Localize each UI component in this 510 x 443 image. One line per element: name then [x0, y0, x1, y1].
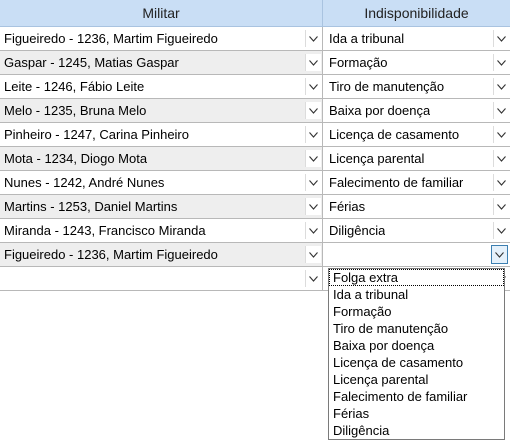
- indisponibilidade-cell[interactable]: [323, 75, 510, 98]
- indisponibilidade-value: Baixa por doença: [329, 103, 431, 118]
- dropdown-option[interactable]: Folga extra: [329, 269, 504, 286]
- table-row[interactable]: [0, 51, 510, 75]
- militar-cell[interactable]: [0, 123, 323, 146]
- grid-body: [0, 27, 510, 291]
- indisponibilidade-cell[interactable]: [323, 123, 510, 146]
- indisponibilidade-cell[interactable]: [323, 99, 510, 122]
- militar-cell[interactable]: [0, 195, 323, 218]
- indisponibilidade-value: Férias: [329, 199, 366, 214]
- chevron-down-icon[interactable]: [305, 246, 321, 263]
- indisponibilidade-cell[interactable]: [323, 51, 510, 74]
- militar-cell[interactable]: [0, 147, 323, 170]
- table-row[interactable]: [0, 123, 510, 147]
- column-header-indisponibilidade[interactable]: Indisponibilidade: [364, 5, 469, 21]
- dropdown-option[interactable]: Diligência: [333, 423, 390, 438]
- chevron-down-icon[interactable]: [305, 30, 321, 47]
- militar-cell[interactable]: [0, 51, 323, 74]
- chevron-down-icon[interactable]: [305, 270, 321, 287]
- chevron-down-icon[interactable]: [493, 198, 509, 215]
- chevron-down-icon[interactable]: [493, 102, 509, 119]
- indisponibilidade-value: Diligência: [329, 223, 386, 238]
- militar-value: Gaspar - 1245, Matias Gaspar: [4, 55, 179, 70]
- indisponibilidade-value: Falecimento de familiar: [329, 175, 464, 190]
- militar-value: Melo - 1235, Bruna Melo: [4, 103, 147, 118]
- chevron-down-icon[interactable]: [305, 222, 321, 239]
- dropdown-option[interactable]: Falecimento de familiar: [333, 389, 468, 404]
- dropdown-option[interactable]: Licença de casamento: [333, 355, 464, 370]
- militar-cell[interactable]: [0, 243, 323, 266]
- indisponibilidade-cell[interactable]: [323, 171, 510, 194]
- chevron-down-icon[interactable]: [491, 245, 508, 264]
- chevron-down-icon[interactable]: [493, 222, 509, 239]
- dropdown-option[interactable]: Férias: [333, 406, 370, 421]
- militar-cell[interactable]: [0, 75, 323, 98]
- indisponibilidade-value: Formação: [329, 55, 388, 70]
- table-row[interactable]: [0, 243, 510, 267]
- militar-cell[interactable]: [0, 267, 323, 290]
- militar-cell[interactable]: [0, 171, 323, 194]
- militar-value: Pinheiro - 1247, Carina Pinheiro: [4, 127, 189, 142]
- dropdown-option[interactable]: Licença parental: [333, 372, 429, 387]
- militar-value: Mota - 1234, Diogo Mota: [4, 151, 148, 166]
- indisponibilidade-value: Tiro de manutenção: [329, 79, 445, 94]
- chevron-down-icon[interactable]: [493, 150, 509, 167]
- chevron-down-icon[interactable]: [493, 126, 509, 143]
- chevron-down-icon[interactable]: [305, 174, 321, 191]
- militar-cell[interactable]: [0, 219, 323, 242]
- chevron-down-icon[interactable]: [305, 78, 321, 95]
- chevron-down-icon[interactable]: [493, 174, 509, 191]
- militar-value: Nunes - 1242, André Nunes: [4, 175, 165, 190]
- chevron-down-icon[interactable]: [305, 102, 321, 119]
- militar-cell[interactable]: [0, 99, 323, 122]
- indisponibilidade-cell[interactable]: [323, 27, 510, 50]
- chevron-down-icon[interactable]: [493, 54, 509, 71]
- table-row[interactable]: [0, 27, 510, 51]
- dropdown-option[interactable]: Formação: [333, 304, 392, 319]
- chevron-down-icon[interactable]: [305, 54, 321, 71]
- indisponibilidade-value: Ida a tribunal: [329, 31, 405, 46]
- grid-header: [0, 0, 510, 27]
- militar-value: Leite - 1246, Fábio Leite: [4, 79, 145, 94]
- table-row[interactable]: [0, 219, 510, 243]
- table-row[interactable]: [0, 147, 510, 171]
- table-row[interactable]: [0, 171, 510, 195]
- militar-value: Martins - 1253, Daniel Martins: [4, 199, 178, 214]
- table-row[interactable]: [0, 75, 510, 99]
- indisponibilidade-value: Licença parental: [329, 151, 425, 166]
- dropdown-option[interactable]: Ida a tribunal: [333, 287, 409, 302]
- chevron-down-icon[interactable]: [305, 126, 321, 143]
- militar-value: Figueiredo - 1236, Martim Figueiredo: [4, 31, 218, 46]
- indisponibilidade-cell[interactable]: [323, 243, 510, 266]
- dropdown-option[interactable]: Baixa por doença: [333, 338, 435, 353]
- militar-value: Figueiredo - 1236, Martim Figueiredo: [4, 247, 218, 262]
- column-header-militar[interactable]: Militar: [0, 0, 323, 26]
- table-row[interactable]: [0, 195, 510, 219]
- indisponibilidade-value: Licença de casamento: [329, 127, 460, 142]
- chevron-down-icon[interactable]: [305, 150, 321, 167]
- table-row[interactable]: [0, 99, 510, 123]
- chevron-down-icon[interactable]: [305, 198, 321, 215]
- chevron-down-icon[interactable]: [493, 30, 509, 47]
- dropdown-listbox[interactable]: [328, 268, 505, 440]
- chevron-down-icon[interactable]: [493, 78, 509, 95]
- indisponibilidade-cell[interactable]: [323, 195, 510, 218]
- dropdown-option[interactable]: Tiro de manutenção: [333, 321, 449, 336]
- militar-cell[interactable]: [0, 27, 323, 50]
- indisponibilidade-cell[interactable]: [323, 147, 510, 170]
- militar-value: Miranda - 1243, Francisco Miranda: [4, 223, 206, 238]
- indisponibilidade-cell[interactable]: [323, 219, 510, 242]
